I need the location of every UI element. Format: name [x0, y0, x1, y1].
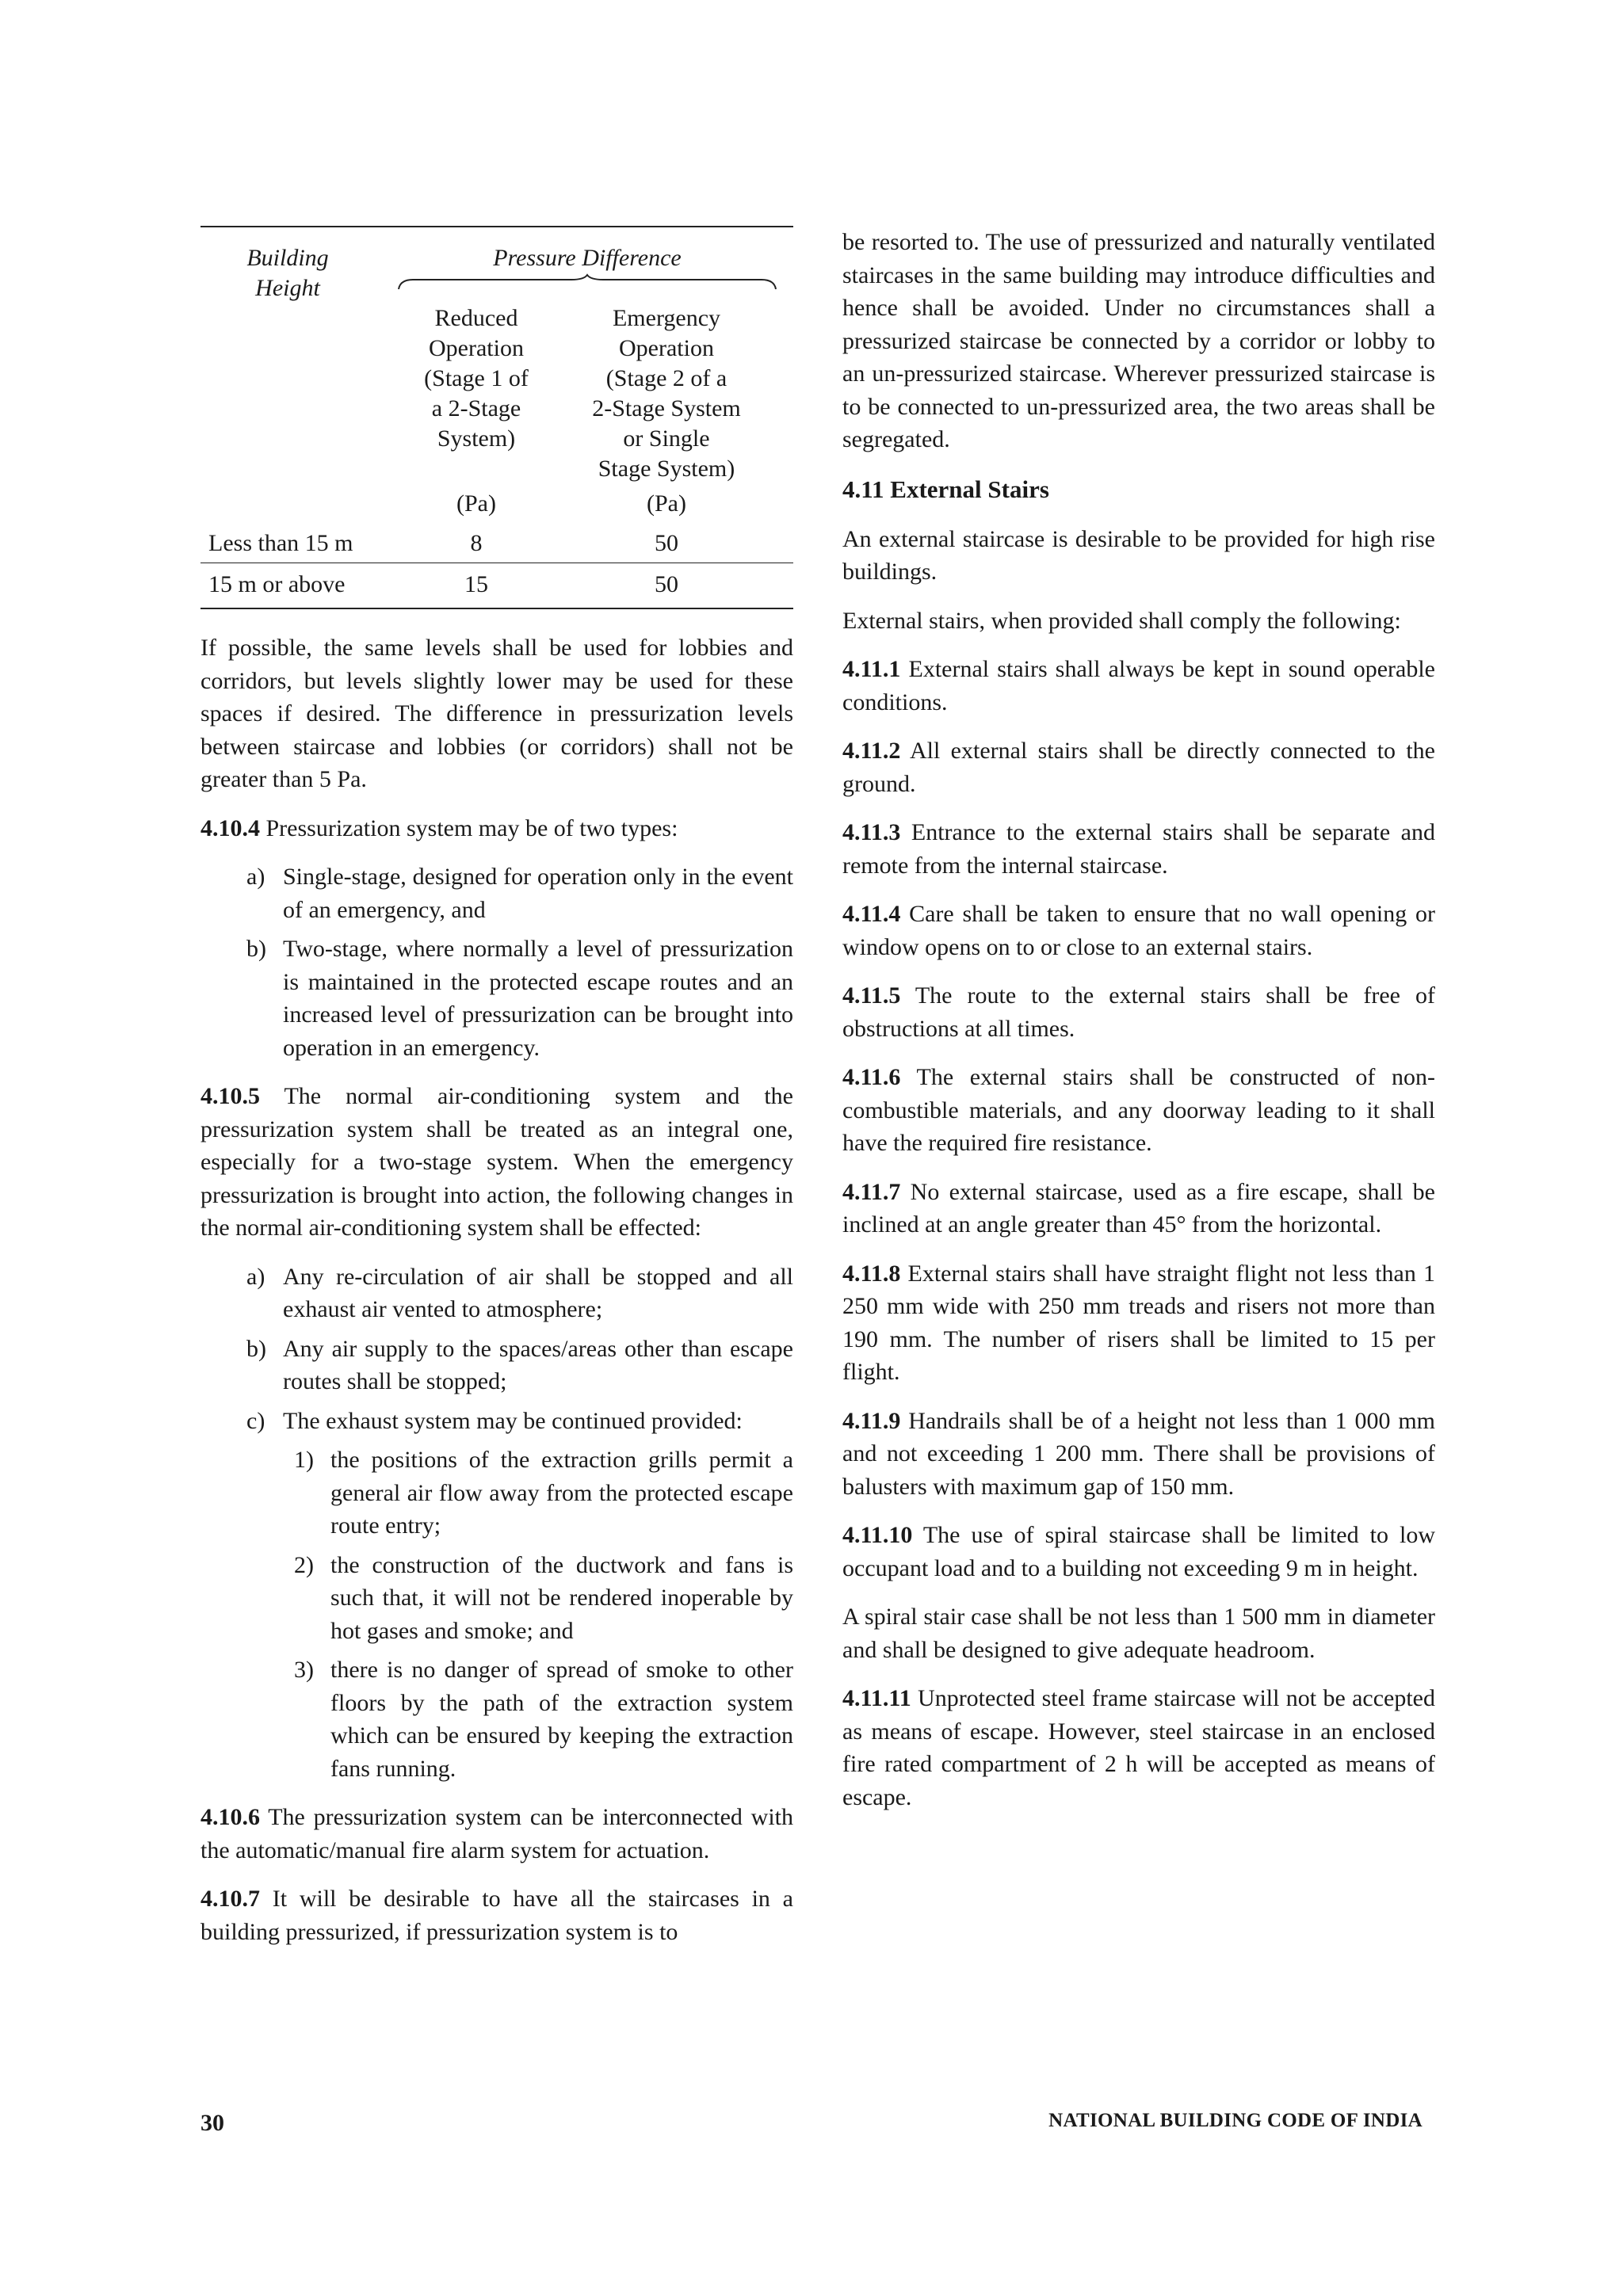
col1-line: Operation: [429, 335, 524, 361]
list-item: [200, 1405, 793, 1438]
paragraph-lobby-levels: If possible, the same levels shall be used for lobbies and corridors, but levels slightly lower may be used for these spaces if desired. The difference in pressurization levels between staircase and lobbies (or corridors) shall not be greater than 5 Pa.: [200, 635, 793, 792]
clause-4-11-5: [842, 979, 1435, 1045]
col2-line: (Stage 2 of a: [605, 365, 727, 391]
clause-4-11-7: [842, 1176, 1435, 1241]
list-subitem: [200, 1444, 793, 1543]
list-label: a): [246, 1263, 265, 1290]
list-text: Any re-circulation of air shall be stopped and all exhaust air vented to atmosphere;: [283, 1263, 793, 1322]
clause-4-11-11: [842, 1682, 1435, 1814]
clause-number: 4.11.4: [842, 901, 901, 927]
pressure-difference-table: [200, 226, 793, 609]
col2-line: Emergency: [612, 305, 721, 331]
list-text: there is no danger of spread of smoke to other floors by the path of the extraction system which can be ensured by keeping the extraction fans running.: [330, 1657, 793, 1782]
list-label: b): [246, 936, 266, 962]
clause-number: 4.11.1: [842, 656, 901, 682]
clause-number: 4.11.8: [842, 1260, 901, 1287]
table-row-height: Less than 15 m: [208, 530, 353, 556]
left-column: [200, 226, 793, 1964]
col1-line: System): [437, 425, 516, 452]
clause-number: 4.11.3: [842, 819, 901, 845]
col2-line: or Single: [623, 425, 710, 452]
list-text: the positions of the extraction grills permit a general air flow away from the protected escape route entry;: [330, 1447, 793, 1539]
footer-title: NATIONAL BUILDING CODE OF INDIA: [1048, 2110, 1423, 2131]
clause-text: Unprotected steel frame staircase will not be accepted as means of escape. However, steel staircase in an enclosed fire rated compartment of 2 h will be accepted as means of escape.: [842, 1685, 1435, 1810]
clause-text: Care shall be taken to ensure that no wall opening or window opens on to or close to an external stairs.: [842, 901, 1435, 960]
list-changes: [200, 1261, 793, 1786]
paragraph-external-staircase: An external staircase is desirable to be provided for high rise buildings.: [842, 525, 1435, 585]
clause-number: 4.11.5: [842, 982, 901, 1009]
list-subitem: [200, 1549, 793, 1648]
clause-number: 4.10.6: [200, 1804, 260, 1830]
clause-4-11-8: [842, 1257, 1435, 1389]
list-label: c): [246, 1407, 265, 1434]
list-text: Any air supply to the spaces/areas other than escape routes shall be stopped;: [283, 1335, 793, 1394]
clause-text: External stairs shall have straight flight not less than 1 250 mm wide with 250 mm treads and risers not more than 190 mm. The number of risers shall be limited to 15 per flight.: [842, 1260, 1435, 1385]
clause-4-10-6: [200, 1801, 793, 1867]
col1-line: a 2-Stage: [431, 395, 521, 421]
clause-text: No external staircase, used as a fire escape, shall be inclined at an angle greater than 45° from the horizontal.: [842, 1178, 1435, 1238]
table-col-reduced-operation: [397, 303, 556, 454]
clause-4-11-6: [842, 1061, 1435, 1160]
clause-text: The external stairs shall be constructed of non-combustible materials, and any doorway leading to it shall have the required fire resistance.: [842, 1064, 1435, 1156]
clause-text: The route to the external stairs shall be free of obstructions at all times.: [842, 982, 1435, 1042]
table-header-height: Height: [255, 275, 320, 301]
table-row-emergency: 50: [655, 530, 678, 556]
col2-line: Stage System): [598, 456, 735, 482]
table-row-height: 15 m or above: [208, 571, 346, 597]
clause-4-11-2: [842, 734, 1435, 800]
table-unit-pa: (Pa): [647, 490, 686, 517]
col1-line: Reduced: [434, 305, 518, 331]
clause-text: All external stairs shall be directly connected to the ground.: [842, 738, 1435, 797]
table-header-pressure-difference: Pressure Difference: [493, 245, 682, 271]
list-item: [200, 1333, 793, 1398]
clause-text: External stairs shall always be kept in sound operable conditions.: [842, 656, 1435, 715]
clause-text: The normal air-conditioning system and the pressurization system shall be treated as an integral one, especially for a two-stage system. When the emergency pressurization is brought into action, the following changes in the normal air-conditioning system shall be effected:: [200, 1083, 793, 1241]
table-row-reduced: 8: [470, 530, 483, 556]
clause-text: Entrance to the external stairs shall be separate and remote from the internal staircase.: [842, 819, 1435, 879]
list-item: [200, 933, 793, 1064]
clause-text: Pressurization system may be of two types:: [260, 814, 678, 841]
list-subitem: [200, 1653, 793, 1785]
list-label: 3): [294, 1657, 314, 1683]
col2-line: 2-Stage System: [592, 395, 741, 421]
clause-number: 4.10.5: [200, 1083, 260, 1109]
col1-line: (Stage 1 of: [424, 365, 529, 391]
page-number: 30: [200, 2110, 224, 2136]
clause-4-11-9: [842, 1405, 1435, 1504]
table-row-emergency: 50: [655, 571, 678, 597]
clause-4-10-5: [200, 1080, 793, 1245]
clause-number: 4.11.11: [842, 1685, 911, 1711]
clause-number: 4.10.7: [200, 1886, 260, 1912]
list-text: the construction of the ductwork and fans is such that, it will not be rendered inoperable by hot gases and smoke; and: [330, 1551, 793, 1644]
clause-4-10-7: [200, 1882, 793, 1948]
clause-text: Handrails shall be of a height not less than 1 000 mm and not exceeding 1 200 mm. There shall be provisions of balusters with maximum gap of 150 mm.: [842, 1407, 1435, 1500]
right-column: [842, 226, 1435, 1829]
list-system-types: [200, 860, 793, 1064]
clause-text: It will be desirable to have all the staircases in a building pressurized, if pressurization system is to: [200, 1886, 793, 1945]
clause-number: 4.11.2: [842, 738, 901, 764]
clause-4-11-4: [842, 898, 1435, 963]
list-text: The exhaust system may be continued provided:: [283, 1407, 743, 1434]
clause-4-11-3: [842, 816, 1435, 882]
list-item: [200, 1261, 793, 1326]
paragraph-spiral-stair: A spiral stair case shall be not less than 1 500 mm in diameter and shall be designed to give adequate headroom.: [842, 1604, 1435, 1663]
paragraph-continuation: be resorted to. The use of pressurized and naturally ventilated staircases in the same building may introduce difficulties and hence shall be avoided. Under no circumstances shall a pressurized staircase be connected by a corridor or lobby to an un-pressurized staircase. Wherever pressurized staircase is to be connected to un-pressurized area, the two areas shall be segregated.: [842, 229, 1435, 452]
clause-number: 4.11.9: [842, 1407, 901, 1434]
table-header-building: Building: [246, 245, 329, 271]
section-heading-4-11: 4.11 External Stairs: [842, 475, 1049, 503]
list-label: a): [246, 864, 265, 890]
list-label: 2): [294, 1551, 314, 1578]
brace-line: [397, 273, 777, 291]
list-text: Two-stage, where normally a level of pressurization is maintained in the protected escape routes and an increased level of pressurization can be brought into operation in an emergency.: [283, 936, 793, 1061]
table-unit-pa: (Pa): [456, 490, 496, 517]
table-col-emergency-operation: [556, 303, 777, 484]
col2-line: Operation: [619, 335, 714, 361]
clause-4-11-10: [842, 1519, 1435, 1585]
clause-4-11-1: [842, 653, 1435, 719]
clause-text: The pressurization system can be interconnected with the automatic/manual fire alarm system for actuation.: [200, 1804, 793, 1863]
clause-text: The use of spiral staircase shall be limited to low occupant load and to a building not exceeding 9 m in height.: [842, 1522, 1435, 1581]
list-label: 1): [294, 1447, 314, 1473]
clause-number: 4.10.4: [200, 814, 260, 841]
list-text: Single-stage, designed for operation only in the event of an emergency, and: [283, 864, 793, 923]
paragraph-comply: External stairs, when provided shall comply the following:: [842, 607, 1401, 634]
clause-number: 4.11.6: [842, 1064, 901, 1090]
table-row-reduced: 15: [464, 571, 488, 597]
clause-4-10-4: [200, 812, 793, 845]
clause-number: 4.11.10: [842, 1522, 913, 1548]
list-label: b): [246, 1335, 266, 1362]
clause-number: 4.11.7: [842, 1178, 901, 1205]
list-item: [200, 860, 793, 926]
